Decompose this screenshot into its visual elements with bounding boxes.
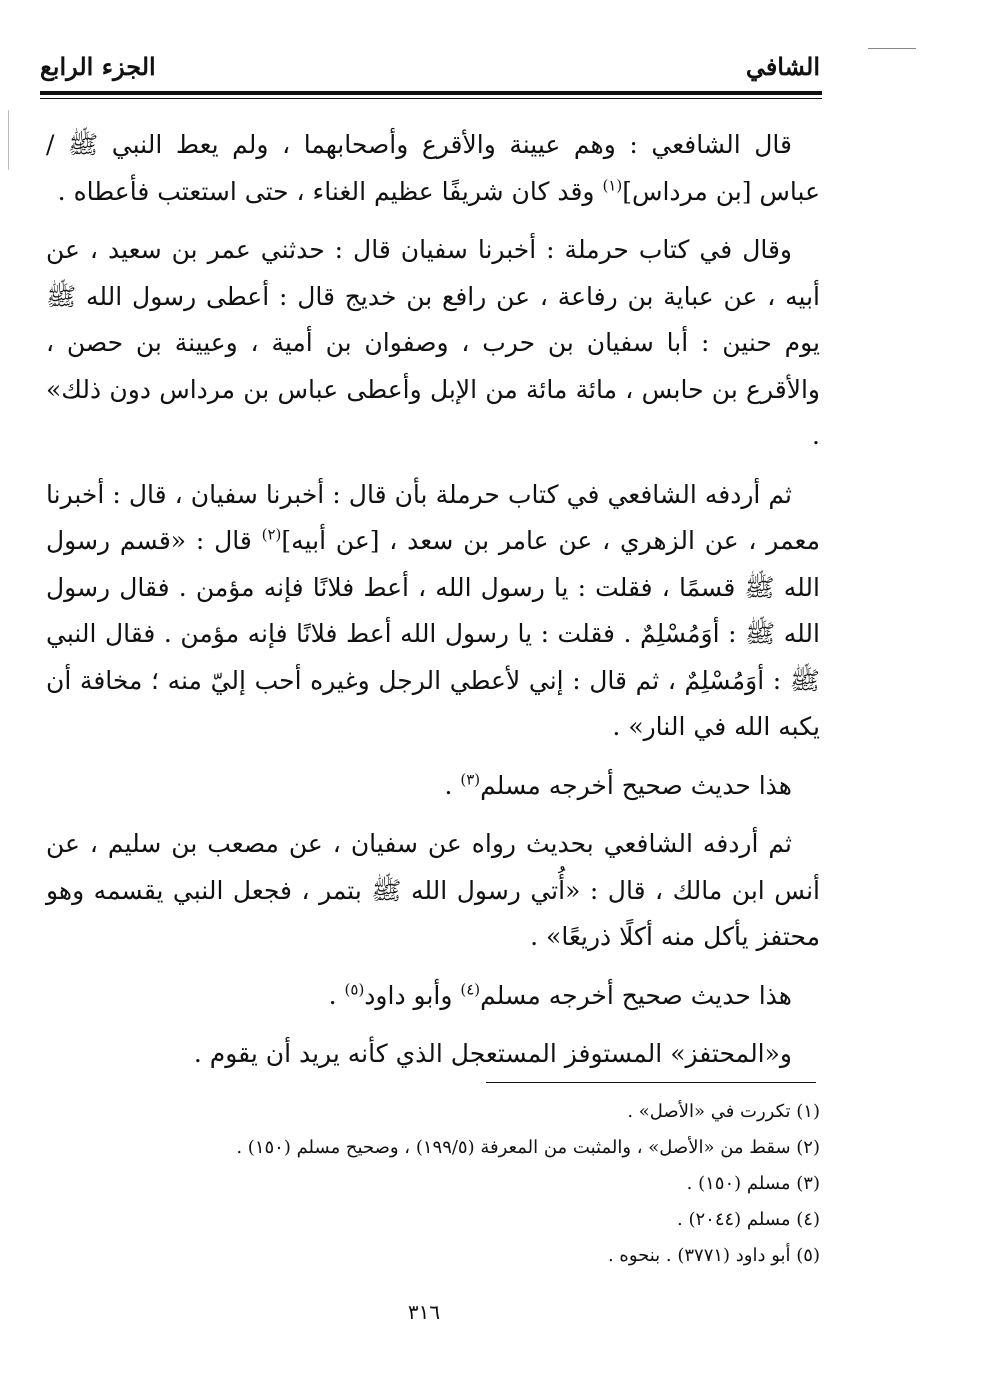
footnotes bbox=[46, 1094, 820, 1274]
footnote-item: (١) تكررت في «الأصل» . bbox=[627, 1101, 820, 1122]
footnote-separator bbox=[486, 1082, 816, 1083]
footnote-item: (٢) سقط من «الأصل» ، والمثبت من المعرفة (١٩٩/٥) ، وصحيح مسلم (١٥٠) . bbox=[236, 1137, 820, 1158]
footnote-item: (٣) مسلم (١٥٠) . bbox=[686, 1173, 820, 1194]
book-title: الشافي bbox=[745, 52, 820, 81]
paragraph-text: هذا حديث صحيح أخرجه مسلم bbox=[480, 770, 792, 800]
paragraph-3 bbox=[46, 472, 820, 751]
footnote-ref: (٥) bbox=[344, 980, 365, 999]
page-number: ٣١٦ bbox=[407, 1300, 441, 1324]
scan-corner-mark bbox=[868, 48, 916, 49]
paragraph-text: . bbox=[328, 980, 345, 1010]
footnote-ref: (٤) bbox=[460, 980, 481, 999]
footnote-item: (٥) أبو داود (٣٧٧١) . بنحوه . bbox=[607, 1245, 820, 1266]
paragraph-text: . bbox=[444, 770, 461, 800]
paragraph-text: قال : «قسم رسول الله ﷺ قسمًا ، فقلت : يا رسول الله ، أعط فلانًا فإنه مؤمن . فقال رسول الله ﷺ : أوَمُسْلِمٌ . فقلت : يا رسول الله أعط فلانًا فإنه مؤمن . فقال النبي ﷺ : أوَمُسْلِمٌ ، ثم قال : إني لأعطي الرجل وغيره أحب إليّ منه ؛ مخافة أن يكبه الله في النار» . bbox=[46, 526, 820, 741]
paragraph-text: و«المحتفز» المستوفز المستعجل الذي كأنه يريد أن يقوم . bbox=[193, 1039, 792, 1068]
footnote-ref: (٢) bbox=[261, 525, 282, 544]
paragraph-2 bbox=[46, 227, 820, 460]
footnote-ref: (٣) bbox=[460, 770, 481, 789]
scan-side-mark bbox=[8, 110, 9, 170]
paragraph-6 bbox=[46, 973, 820, 1020]
paragraph-text: وأبو داود bbox=[364, 980, 461, 1010]
paragraph-text: قال الشافعي : وهم عيينة والأقرع وأصحابهما ، ولم يعط النبي ﷺ / عباس [بن مرداس] bbox=[46, 130, 820, 206]
paragraph-text: وقد كان شريفًا عظيم الغناء ، حتى استعتب فأعطاه . bbox=[57, 176, 603, 206]
footnote-item: (٤) مسلم (٢٠٤٤) . bbox=[677, 1209, 820, 1230]
paragraph-text: وقال في كتاب حرملة : أخبرنا سفيان قال : حدثني عمر بن سعيد ، عن أبيه ، عن عباية بن رفاعة ، عن رافع بن خديج قال : أعطى رسول الله ﷺ يوم حنين : أبا سفيان بن حرب ، وصفوان بن أمية ، وعيينة بن حصن ، والأقرع بن حابس ، مائة مائة من الإبل وأعطى عباس بن مرداس دون ذلك» . bbox=[46, 235, 820, 450]
footnote-ref: (١) bbox=[602, 176, 623, 195]
paragraph-text: هذا حديث صحيح أخرجه مسلم bbox=[480, 980, 792, 1010]
running-header bbox=[40, 52, 820, 86]
volume-label: الجزء الرابع bbox=[40, 52, 156, 81]
main-text bbox=[46, 122, 820, 1090]
paragraph-text: ثم أردفه الشافعي في كتاب حرملة بأن قال : أخبرنا سفيان ، قال : أخبرنا معمر ، عن الزهري ، عن عامر بن سعد ، [عن أبيه] bbox=[46, 479, 820, 555]
header-rule-thick bbox=[40, 91, 822, 95]
header-rule-thin bbox=[40, 98, 822, 99]
paragraph-7 bbox=[46, 1031, 820, 1078]
paragraph-5 bbox=[46, 821, 820, 961]
paragraph-4 bbox=[46, 763, 820, 810]
paragraph-text: ثم أردفه الشافعي بحديث رواه عن سفيان ، عن مصعب بن سليم ، عن أنس ابن مالك ، قال : «أُتي رسول الله ﷺ بتمر ، فجعل النبي يقسمه وهو محتفز يأكل منه أكلًا ذريعًا» . bbox=[46, 829, 820, 951]
paragraph-1 bbox=[46, 122, 820, 215]
